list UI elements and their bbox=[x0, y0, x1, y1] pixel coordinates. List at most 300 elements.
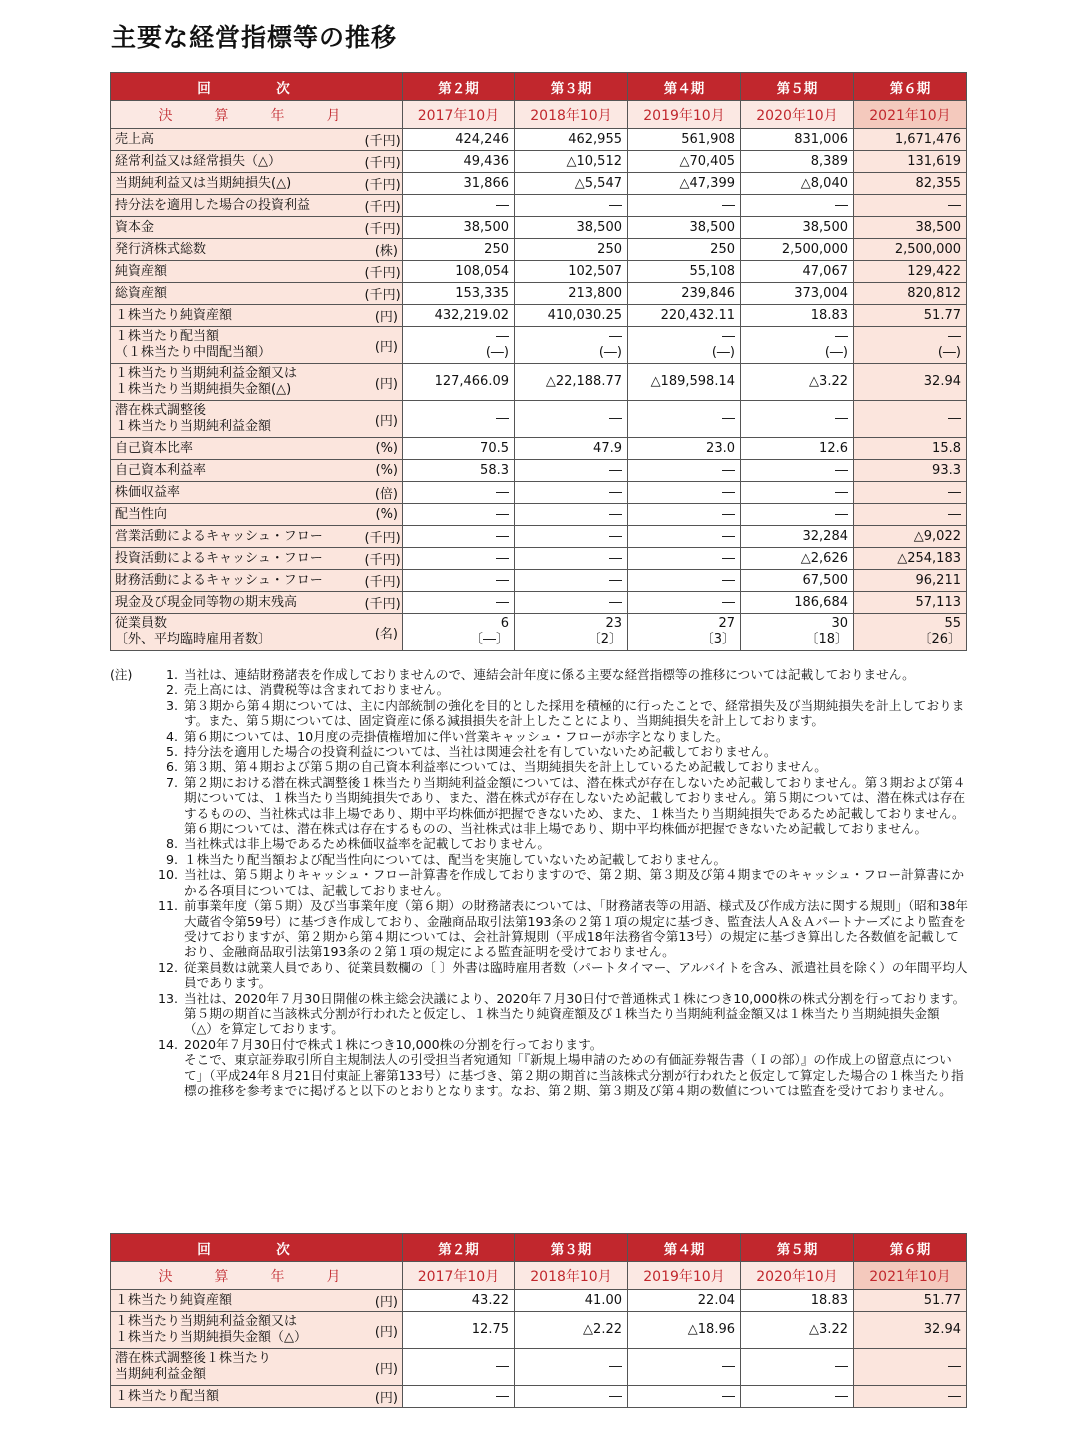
note-text bbox=[184, 682, 968, 697]
table-row bbox=[111, 504, 967, 526]
value-cell: ― bbox=[628, 504, 741, 526]
value-cell: ― bbox=[515, 195, 628, 217]
note-text-line: 前事業年度（第５期）及び当事業年度（第６期）の財務諸表については、「財務諸表等の用語、様式及び作成方法に関する規則」（昭和38年大蔵省令第59号）に基づき作成しており、金融商品取引法第193条の２第１項の規定に基づき、監査法人Ａ＆Ａパートナーズにより監査を受けておりますが、第２期から第４期については、会社計算規則（平成18年法務省令第13号）の規定に基づき算出した各数値を記載しており、金融商品取引法第193条の２第１項の規定による監査証明を受けておりません。 bbox=[184, 898, 968, 960]
value-cell bbox=[628, 614, 741, 651]
value-cell: 102,507 bbox=[515, 261, 628, 283]
value-cell: ― bbox=[628, 548, 741, 570]
note-text-line: 従業員数は就業人員であり、従業員数欄の〔 〕外書は臨時雇用者数（パートタイマー、アルバイトを含み、派遣社員を除く）の年間平均人員であります。 bbox=[184, 959, 968, 991]
row-unit: (千円) bbox=[360, 195, 403, 217]
note-item bbox=[110, 991, 968, 1037]
value-cell: 831,006 bbox=[741, 129, 854, 151]
value-cell: 131,619 bbox=[854, 151, 967, 173]
note-number: 6. bbox=[165, 759, 178, 775]
note-text-line: そこで、東京証券取引所自主規制法人の引受担当者宛通知「『新規上場申請のための有価証券報告書（Ｉの部）』の作成上の留意点について」（平成24年８月21日付東証上審第133号）に基づき、第２期の期首に当該株式分割が行われたと仮定して算定した場合の１株当たり指標の推移を参考までに掲げると以下のとおりとなります。なお、第２期、第３期及び第４期の数値については監査を受けておりません。 bbox=[184, 1052, 964, 1098]
value-cell: 2,500,000 bbox=[741, 239, 854, 261]
table-row bbox=[111, 195, 967, 217]
value-cell: 220,432.11 bbox=[628, 305, 741, 327]
table-row bbox=[111, 1349, 967, 1386]
note-text bbox=[184, 867, 968, 898]
value-cell: 47,067 bbox=[741, 261, 854, 283]
value-cell: 93.3 bbox=[854, 460, 967, 482]
note-spacer bbox=[110, 836, 150, 851]
row-label-line1: １株当たり当期純利益金額又は bbox=[115, 1314, 298, 1330]
value-cell: 12.6 bbox=[741, 438, 854, 460]
row-unit: (千円) bbox=[360, 129, 403, 151]
row-unit: (千円) bbox=[360, 570, 403, 592]
fiscal-year-cell: 2021年10月 bbox=[854, 101, 967, 129]
value-cell: ― bbox=[741, 482, 854, 504]
note-number: 10. bbox=[157, 867, 178, 883]
note-text-line: 第２期における潜在株式調整後１株当たり当期純利益金額については、潜在株式が存在しないため記載しておりません。第３期および第４期については、１株当たり当期純損失であり、また、潜在株式が存在しないため記載しておりません。第５期については、潜在株式は存在するものの、当社株式は非上場であり、期中平均株価が把握できないため、また、１株当たり当期純損失であるため記載しておりません。第６期については、潜在株式は存在するものの、当社株式は非上場であり、期中平均株価が把握できないため記載しておりません。 bbox=[184, 774, 966, 837]
value-main: ― bbox=[609, 329, 622, 345]
value-cell: ― bbox=[741, 460, 854, 482]
note-text bbox=[184, 729, 968, 744]
row-label-line1: 潜在株式調整後１株当たり bbox=[115, 1351, 272, 1367]
value-cell: ― bbox=[741, 1349, 854, 1386]
row-label: 財務活動によるキャッシュ・フロー bbox=[111, 570, 360, 592]
period-header: 第６期 bbox=[854, 1234, 967, 1262]
table-row bbox=[111, 592, 967, 614]
row-label: 純資産額 bbox=[111, 261, 360, 283]
value-cell: 70.5 bbox=[403, 438, 515, 460]
header-row bbox=[111, 1234, 967, 1262]
value-cell: ― bbox=[854, 482, 967, 504]
value-cell bbox=[515, 327, 628, 364]
note-spacer bbox=[110, 682, 150, 697]
note-item bbox=[110, 852, 968, 867]
note-text-line: 持分法を適用した場合の投資利益については、当社は関連会社を有していないため記載しておりません。 bbox=[184, 744, 777, 760]
note-item bbox=[110, 898, 968, 960]
row-unit: (円) bbox=[360, 401, 403, 438]
note-number: 1. bbox=[165, 667, 178, 682]
fiscal-year-cell: 2020年10月 bbox=[741, 1262, 854, 1290]
value-cell: 462,955 bbox=[515, 129, 628, 151]
value-cell: 32,284 bbox=[741, 526, 854, 548]
value-cell: 32.94 bbox=[854, 1312, 967, 1349]
value-cell: ― bbox=[515, 482, 628, 504]
row-label: 発行済株式総数 bbox=[111, 239, 360, 261]
value-cell: 23.0 bbox=[628, 438, 741, 460]
row-label: 資本金 bbox=[111, 217, 360, 239]
note-item bbox=[110, 682, 968, 697]
table-row bbox=[111, 129, 967, 151]
note-text bbox=[184, 744, 968, 759]
row-unit: (株) bbox=[360, 239, 403, 261]
table-row bbox=[111, 173, 967, 195]
value-cell: △8,040 bbox=[741, 173, 854, 195]
value-cell: 38,500 bbox=[628, 217, 741, 239]
note-text bbox=[184, 775, 968, 837]
row-unit: (円) bbox=[360, 1349, 403, 1386]
table-row bbox=[111, 217, 967, 239]
value-cell: △2.22 bbox=[515, 1312, 628, 1349]
header-label: 回 次 bbox=[111, 1234, 403, 1262]
value-cell: 15.8 bbox=[854, 438, 967, 460]
note-item bbox=[110, 729, 968, 744]
row-unit: (%) bbox=[360, 460, 403, 482]
row-label: 株価収益率 bbox=[111, 482, 360, 504]
value-sub: 〔3〕 bbox=[700, 632, 735, 647]
note-item bbox=[110, 960, 968, 991]
row-unit: (千円) bbox=[360, 151, 403, 173]
value-cell: △3.22 bbox=[741, 1312, 854, 1349]
value-sub: 〔2〕 bbox=[587, 632, 622, 647]
row-label: 当期純利益又は当期純損失(△) bbox=[111, 173, 360, 195]
value-cell bbox=[403, 614, 515, 651]
note-number: 2. bbox=[165, 682, 178, 698]
value-cell: ― bbox=[628, 195, 741, 217]
value-cell: 43.22 bbox=[403, 1290, 515, 1312]
value-cell: 186,684 bbox=[741, 592, 854, 614]
value-cell: ― bbox=[515, 504, 628, 526]
row-label-line1: １株当たり当期純利益金額又は bbox=[115, 366, 298, 382]
table-row bbox=[111, 526, 967, 548]
row-label: １株当たり純資産額 bbox=[111, 305, 360, 327]
period-header: 第４期 bbox=[628, 73, 741, 101]
value-cell: ― bbox=[741, 504, 854, 526]
note-spacer bbox=[110, 744, 150, 759]
value-cell: 410,030.25 bbox=[515, 305, 628, 327]
value-cell: 51.77 bbox=[854, 305, 967, 327]
row-label: 持分法を適用した場合の投資利益 bbox=[111, 195, 360, 217]
note-number: 5. bbox=[165, 744, 178, 760]
value-cell: 18.83 bbox=[741, 305, 854, 327]
fiscal-year-cell: 2018年10月 bbox=[515, 1262, 628, 1290]
value-cell: 250 bbox=[515, 239, 628, 261]
value-cell bbox=[741, 327, 854, 364]
note-spacer bbox=[110, 698, 150, 729]
row-label: 現金及び現金同等物の期末残高 bbox=[111, 592, 360, 614]
value-cell: ― bbox=[403, 401, 515, 438]
value-cell: ― bbox=[741, 1386, 854, 1408]
note-item bbox=[110, 667, 968, 682]
note-text-line: 売上高には、消費税等は含まれておりません。 bbox=[184, 682, 450, 698]
table-row bbox=[111, 570, 967, 592]
note-text bbox=[184, 698, 968, 729]
row-unit: (円) bbox=[360, 327, 403, 364]
note-item bbox=[110, 867, 968, 898]
row-label bbox=[111, 614, 360, 651]
fiscal-year-cell: 2018年10月 bbox=[515, 101, 628, 129]
value-cell: 55,108 bbox=[628, 261, 741, 283]
value-cell: 127,466.09 bbox=[403, 364, 515, 401]
financial-indicators-table bbox=[110, 72, 967, 651]
per-share-reference-table bbox=[110, 1233, 967, 1408]
note-text-line: 当社株式は非上場であるため株価収益率を記載しておりません。 bbox=[184, 836, 550, 852]
value-cell: ― bbox=[854, 401, 967, 438]
note-text bbox=[184, 991, 968, 1037]
table-row bbox=[111, 1312, 967, 1349]
value-main: 23 bbox=[605, 616, 622, 632]
value-cell: 1,671,476 bbox=[854, 129, 967, 151]
value-cell: 41.00 bbox=[515, 1290, 628, 1312]
note-text-line: 当社は、連結財務諸表を作成しておりませんので、連結会計年度に係る主要な経営指標等の推移については記載しておりません。 bbox=[184, 667, 915, 682]
value-cell: ― bbox=[515, 548, 628, 570]
note-text-line: 第３期、第４期および第５期の自己資本利益率については、当期純損失を計上しているため記載しておりません。 bbox=[184, 759, 827, 775]
notes-section bbox=[110, 667, 968, 1098]
fiscal-year-row bbox=[111, 101, 967, 129]
row-unit: (円) bbox=[360, 1386, 403, 1408]
table-row bbox=[111, 305, 967, 327]
note-spacer bbox=[110, 898, 150, 960]
value-cell: 47.9 bbox=[515, 438, 628, 460]
period-header: 第２期 bbox=[403, 73, 515, 101]
period-header: 第６期 bbox=[854, 73, 967, 101]
value-cell: ― bbox=[515, 1386, 628, 1408]
note-spacer bbox=[110, 991, 150, 1037]
value-cell: 18.83 bbox=[741, 1290, 854, 1312]
row-label-line2: （１株当たり中間配当額） bbox=[115, 345, 272, 360]
table-row bbox=[111, 548, 967, 570]
value-cell: △70,405 bbox=[628, 151, 741, 173]
note-item bbox=[110, 744, 968, 759]
row-label: １株当たり配当額 bbox=[111, 1386, 360, 1408]
note-text bbox=[184, 852, 968, 867]
header-row bbox=[111, 73, 967, 101]
value-cell: ― bbox=[403, 504, 515, 526]
value-cell: 561,908 bbox=[628, 129, 741, 151]
row-label: １株当たり純資産額 bbox=[111, 1290, 360, 1312]
note-spacer bbox=[110, 960, 150, 991]
value-cell: 250 bbox=[628, 239, 741, 261]
value-cell: 12.75 bbox=[403, 1312, 515, 1349]
note-number: 3. bbox=[165, 697, 178, 713]
value-main: ― bbox=[496, 329, 509, 345]
value-cell: 373,004 bbox=[741, 283, 854, 305]
row-label: 配当性向 bbox=[111, 504, 360, 526]
note-spacer bbox=[110, 775, 150, 837]
fiscal-year-cell: 2017年10月 bbox=[403, 101, 515, 129]
fiscal-year-row bbox=[111, 1262, 967, 1290]
table-row bbox=[111, 1290, 967, 1312]
note-text bbox=[184, 960, 968, 991]
fiscal-year-cell: 2019年10月 bbox=[628, 101, 741, 129]
note-text bbox=[184, 667, 968, 682]
note-number: 13. bbox=[157, 990, 178, 1006]
value-cell: △9,022 bbox=[854, 526, 967, 548]
value-cell: 38,500 bbox=[515, 217, 628, 239]
value-cell: △22,188.77 bbox=[515, 364, 628, 401]
value-cell: ― bbox=[403, 548, 515, 570]
value-cell: 67,500 bbox=[741, 570, 854, 592]
note-spacer bbox=[110, 867, 150, 898]
note-text-line: 当社は、第５期よりキャッシュ・フロー計算書を作成しておりますので、第２期、第３期及び第４期までのキャッシュ・フロー計算書にかかる各項目については、記載しておりません。 bbox=[184, 867, 965, 898]
note-text bbox=[184, 836, 968, 851]
note-text bbox=[184, 759, 968, 774]
period-header: 第２期 bbox=[403, 1234, 515, 1262]
value-cell: 213,800 bbox=[515, 283, 628, 305]
value-cell: ― bbox=[515, 570, 628, 592]
note-spacer bbox=[110, 729, 150, 744]
row-unit: (円) bbox=[360, 1290, 403, 1312]
row-unit: (千円) bbox=[360, 592, 403, 614]
value-cell: 108,054 bbox=[403, 261, 515, 283]
value-cell: ― bbox=[854, 504, 967, 526]
row-label-line2: １株当たり当期純利益金額 bbox=[115, 419, 272, 434]
value-main: ― bbox=[722, 329, 735, 345]
value-cell: △18.96 bbox=[628, 1312, 741, 1349]
row-unit: (円) bbox=[360, 305, 403, 327]
value-cell: △47,399 bbox=[628, 173, 741, 195]
note-number: 14. bbox=[157, 1036, 178, 1052]
row-unit: (千円) bbox=[360, 173, 403, 195]
value-main: 30 bbox=[831, 616, 848, 632]
value-cell: ― bbox=[854, 195, 967, 217]
row-label-line1: 潜在株式調整後 bbox=[115, 403, 207, 419]
value-cell: △189,598.14 bbox=[628, 364, 741, 401]
value-cell: ― bbox=[741, 195, 854, 217]
row-unit: (千円) bbox=[360, 548, 403, 570]
value-cell: ― bbox=[628, 570, 741, 592]
page-title: 主要な経営指標等の推移 bbox=[111, 23, 398, 52]
value-cell: △3.22 bbox=[741, 364, 854, 401]
value-cell: ― bbox=[515, 526, 628, 548]
row-unit: (円) bbox=[360, 1312, 403, 1349]
value-cell: ― bbox=[628, 526, 741, 548]
row-label-line1: 従業員数 bbox=[115, 616, 168, 632]
value-cell: 432,219.02 bbox=[403, 305, 515, 327]
table-row bbox=[111, 401, 967, 438]
row-label-line2: １株当たり当期純損失金額（△） bbox=[115, 1330, 307, 1345]
row-unit: (千円) bbox=[360, 526, 403, 548]
value-sub: 〔―〕 bbox=[469, 632, 509, 647]
value-cell: 96,211 bbox=[854, 570, 967, 592]
value-cell: ― bbox=[403, 1349, 515, 1386]
row-label bbox=[111, 327, 360, 364]
value-cell bbox=[854, 614, 967, 651]
row-label: 総資産額 bbox=[111, 283, 360, 305]
value-cell: ― bbox=[628, 460, 741, 482]
value-sub: (―) bbox=[824, 345, 848, 360]
value-main: 27 bbox=[718, 616, 735, 632]
table-row bbox=[111, 614, 967, 651]
note-text-line: １株当たり配当額および配当性向については、配当を実施していないため記載しておりません。 bbox=[184, 851, 727, 867]
note-text-line: 第３期から第４期については、主に内部統制の強化を目的とした採用を積極的に行ったことで、経常損失及び当期純損失を計上しております。また、第５期については、固定資産に係る減損損失を計上したことにより、当期純損失を計上しております。 bbox=[184, 697, 965, 729]
value-sub: (―) bbox=[485, 345, 509, 360]
table-row bbox=[111, 1386, 967, 1408]
value-cell: ― bbox=[628, 592, 741, 614]
value-cell bbox=[741, 614, 854, 651]
note-text bbox=[184, 898, 968, 960]
fiscal-year-cell: 2021年10月 bbox=[854, 1262, 967, 1290]
note-text bbox=[184, 1037, 968, 1099]
value-cell: 8,389 bbox=[741, 151, 854, 173]
value-cell: 2,500,000 bbox=[854, 239, 967, 261]
value-cell: ― bbox=[515, 401, 628, 438]
value-cell: 239,846 bbox=[628, 283, 741, 305]
value-cell bbox=[628, 327, 741, 364]
fiscal-year-cell: 2020年10月 bbox=[741, 101, 854, 129]
value-main: 6 bbox=[500, 616, 509, 632]
value-cell bbox=[854, 327, 967, 364]
row-label-line2: １株当たり当期純損失金額(△) bbox=[115, 382, 292, 397]
note-number: 11. bbox=[157, 898, 178, 914]
row-unit: (千円) bbox=[360, 283, 403, 305]
row-unit: (%) bbox=[360, 504, 403, 526]
note-spacer bbox=[110, 852, 150, 867]
value-cell: ― bbox=[854, 1349, 967, 1386]
row-label-line2: 当期純利益金額 bbox=[115, 1367, 207, 1382]
row-label: 自己資本比率 bbox=[111, 438, 360, 460]
note-spacer bbox=[110, 759, 150, 774]
value-cell: ― bbox=[628, 1386, 741, 1408]
value-cell: ― bbox=[741, 401, 854, 438]
table-row bbox=[111, 327, 967, 364]
value-cell: 31,866 bbox=[403, 173, 515, 195]
row-label: 投資活動によるキャッシュ・フロー bbox=[111, 548, 360, 570]
row-label: 営業活動によるキャッシュ・フロー bbox=[111, 526, 360, 548]
table-row bbox=[111, 239, 967, 261]
row-unit: (千円) bbox=[360, 217, 403, 239]
value-cell bbox=[515, 614, 628, 651]
value-cell: ― bbox=[515, 460, 628, 482]
note-item bbox=[110, 836, 968, 851]
row-unit: (千円) bbox=[360, 261, 403, 283]
header-label: 回 次 bbox=[111, 73, 403, 101]
note-text-line: 2020年７月30日付で株式１株につき10,000株の分割を行っております。 bbox=[184, 1036, 603, 1052]
note-number: 12. bbox=[157, 959, 178, 975]
table-row bbox=[111, 438, 967, 460]
value-cell: ― bbox=[854, 1386, 967, 1408]
row-unit: (名) bbox=[360, 614, 403, 651]
note-number: 8. bbox=[165, 836, 178, 852]
note-text-line: 第６期については、10月度の売掛債権増加に伴い営業キャッシュ・フローが赤字となりました。 bbox=[184, 728, 729, 744]
value-cell bbox=[403, 327, 515, 364]
fiscal-year-cell: 2017年10月 bbox=[403, 1262, 515, 1290]
value-cell: 51.77 bbox=[854, 1290, 967, 1312]
period-header: 第５期 bbox=[741, 73, 854, 101]
value-cell: ― bbox=[403, 526, 515, 548]
row-label bbox=[111, 364, 360, 401]
row-unit: (%) bbox=[360, 438, 403, 460]
period-header: 第５期 bbox=[741, 1234, 854, 1262]
value-cell: △10,512 bbox=[515, 151, 628, 173]
row-label: 売上高 bbox=[111, 129, 360, 151]
value-cell: ― bbox=[403, 1386, 515, 1408]
value-cell: 22.04 bbox=[628, 1290, 741, 1312]
row-label bbox=[111, 1349, 360, 1386]
fiscal-year-label: 決 算 年 月 bbox=[111, 101, 403, 129]
value-cell: ― bbox=[628, 482, 741, 504]
row-label-line1: １株当たり配当額 bbox=[115, 329, 220, 345]
value-cell: 38,500 bbox=[854, 217, 967, 239]
value-cell: ― bbox=[628, 1349, 741, 1386]
value-cell: 129,422 bbox=[854, 261, 967, 283]
value-cell: ― bbox=[403, 570, 515, 592]
note-item bbox=[110, 698, 968, 729]
value-main: ― bbox=[835, 329, 848, 345]
note-number: 9. bbox=[165, 851, 178, 867]
row-unit: (倍) bbox=[360, 482, 403, 504]
value-cell: 58.3 bbox=[403, 460, 515, 482]
value-cell: 153,335 bbox=[403, 283, 515, 305]
value-main: ― bbox=[948, 329, 961, 345]
value-cell: 57,113 bbox=[854, 592, 967, 614]
value-sub: (―) bbox=[937, 345, 961, 360]
value-cell: 32.94 bbox=[854, 364, 967, 401]
table-row bbox=[111, 364, 967, 401]
value-sub: 〔18〕 bbox=[805, 632, 848, 647]
row-label bbox=[111, 1312, 360, 1349]
table-row bbox=[111, 482, 967, 504]
value-cell: ― bbox=[515, 1349, 628, 1386]
value-cell: 820,812 bbox=[854, 283, 967, 305]
value-cell: ― bbox=[403, 592, 515, 614]
value-cell: 49,436 bbox=[403, 151, 515, 173]
note-item bbox=[110, 775, 968, 837]
value-cell: ― bbox=[403, 195, 515, 217]
row-label: 経常利益又は経常損失（△） bbox=[111, 151, 360, 173]
